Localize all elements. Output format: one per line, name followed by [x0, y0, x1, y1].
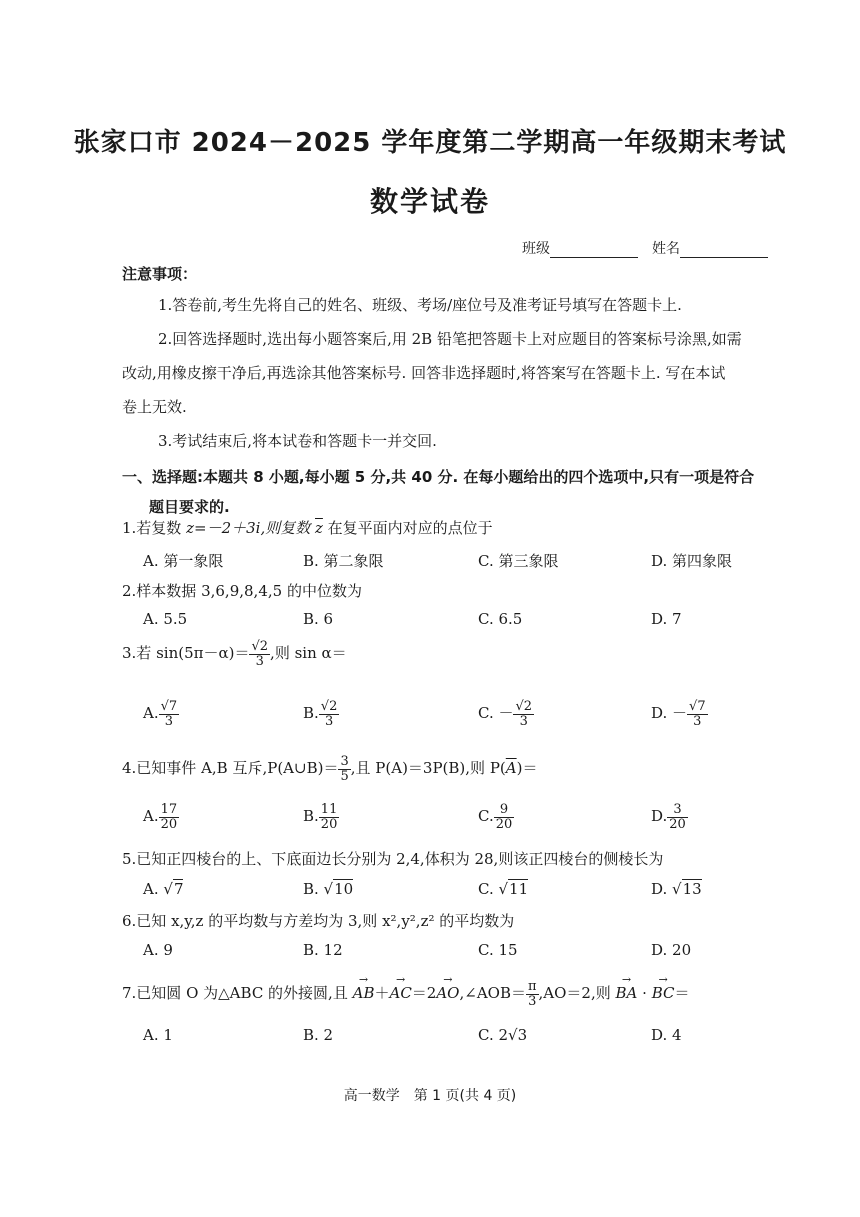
option-d[interactable]: D. √13 — [651, 880, 702, 898]
exam-subtitle: 数学试卷 — [369, 185, 490, 218]
q7-stem: ,∠AOB＝ — [459, 984, 526, 1003]
vector-ao: → AO — [436, 984, 459, 1002]
notice-item: 3.考试结束后,将本试卷和答题卡一并交回. — [158, 432, 437, 450]
option-a[interactable]: A. 1 — [143, 1026, 173, 1044]
q1-conjugate: $\overline{z}$ — [315, 519, 323, 537]
option-b[interactable]: B. $\frac{√2}{3}$ — [303, 699, 338, 729]
vector-ba: → BA — [616, 984, 638, 1002]
question-4 — [122, 755, 792, 783]
section-heading — [122, 462, 787, 522]
name-label: 姓名 — [652, 241, 680, 257]
vector-ab: → AB — [353, 984, 375, 1002]
option-a[interactable]: A. 第一象限 — [143, 552, 224, 570]
q1-stem: 在复平面内对应的点位于 — [322, 519, 493, 537]
page-footer: 高一数学 第 1 页(共 4 页) — [343, 1088, 517, 1104]
exam-title: 张家口市 2024－2025 学年度第二学期高一年级期末考试 — [73, 128, 787, 158]
notice-list — [122, 288, 787, 458]
option-b[interactable]: B. $\frac{11}{20}$ — [303, 802, 338, 832]
option-b[interactable]: B. 6 — [303, 610, 334, 628]
notice-item-cont: 改动,用橡皮擦干净后,再选涂其他答案标号. 回答非选择题时,将答案写在答题卡上. 写在本试 — [122, 364, 726, 382]
option-c[interactable]: C. － $\frac{√2}{3}$ — [478, 699, 533, 729]
option-d[interactable]: D. 7 — [651, 610, 682, 628]
q7-stem: 7.已知圆 O 为△ABC 的外接圆,且 — [122, 984, 353, 1003]
option-c[interactable]: C. $\frac{9}{20}$ — [478, 802, 513, 832]
class-label: 班级 — [522, 241, 550, 257]
question-6: 6.已知 x,y,z 的平均数与方差均为 3,则 x²,y²,z² 的平均数为 — [122, 912, 515, 930]
name-blank — [680, 243, 768, 258]
option-b[interactable]: B. 12 — [303, 941, 343, 959]
option-c[interactable]: C. √11 — [478, 880, 529, 898]
option-c[interactable]: C. 15 — [478, 941, 518, 959]
fraction: $\frac{3}{5}$ — [340, 754, 349, 784]
question-1 — [122, 517, 792, 538]
option-b[interactable]: B. 第二象限 — [303, 552, 384, 570]
q4-stem: 4.已知事件 A,B 互斥,P(A∪B)＝ — [122, 759, 339, 778]
notice-item: 2.回答选择题时,选出每小题答案后,用 2B 铅笔把答题卡上对应题目的答案标号涂黑,如需 — [158, 330, 742, 348]
option-a[interactable]: A. 9 — [143, 941, 173, 959]
question-3 — [122, 640, 792, 668]
class-blank — [550, 243, 638, 258]
question-2: 2.样本数据 3,6,9,8,4,5 的中位数为 — [122, 582, 362, 600]
fraction: $\frac{√2}{3}$ — [251, 639, 269, 669]
q1-stem: 1.若复数 — [122, 519, 187, 537]
notice-item-cont: 卷上无效. — [122, 398, 187, 416]
section-line: 题目要求的. — [149, 498, 230, 516]
q1-stem: z=－2＋3i,则复数 — [186, 519, 315, 537]
vector-ac: → AC — [389, 984, 411, 1002]
option-a[interactable]: A. $\frac{17}{20}$ — [143, 802, 178, 832]
option-c[interactable]: C. 2√3 — [478, 1026, 528, 1044]
option-d[interactable]: D. － $\frac{√7}{3}$ — [651, 699, 706, 729]
option-d[interactable]: D. 4 — [651, 1026, 682, 1044]
class-field — [522, 238, 638, 258]
q4-stem: ,且 P(A)＝3P(B),则 P( — [350, 759, 506, 778]
section-line: 一、选择题:本题共 8 小题,每小题 5 分,共 40 分. 在每小题给出的四个选项中,只有一项是符合 — [122, 468, 755, 486]
option-d[interactable]: D. 20 — [651, 941, 692, 959]
option-b[interactable]: B. 2 — [303, 1026, 334, 1044]
q4-complement: $\overline{A}$ — [505, 759, 517, 778]
name-field — [652, 238, 768, 258]
question-7: 7.已知圆 O 为△ABC 的外接圆,且 → AB＋→ AC＝2→ AO,∠AOB＝ $\frac{\pi}{3}$ ,AO＝2,则 → BA · → BC＝ — [122, 980, 792, 1008]
option-a[interactable]: A. $\frac{√7}{3}$ — [143, 699, 178, 729]
option-c[interactable]: C. 第三象限 — [478, 552, 559, 570]
q3-stem: 3.若 sin(5π－α)＝ — [122, 644, 250, 663]
q4-stem: )＝ — [516, 759, 538, 778]
q3-stem: ,则 sin α＝ — [270, 644, 347, 663]
notice-item: 1.答卷前,考生先将自己的姓名、班级、考场/座位号及准考证号填写在答题卡上. — [158, 296, 682, 314]
option-a[interactable]: A. 5.5 — [143, 610, 188, 628]
vector-bc: → BC — [652, 984, 675, 1002]
option-d[interactable]: D. 第四象限 — [651, 552, 733, 570]
option-d[interactable]: D. $\frac{3}{20}$ — [651, 802, 686, 832]
fraction: $\frac{\pi}{3}$ — [527, 979, 537, 1009]
option-a[interactable]: A. √7 — [143, 880, 184, 898]
option-b[interactable]: B. √10 — [303, 880, 354, 898]
question-5: 5.已知正四棱台的上、下底面边长分别为 2,4,体积为 28,则该正四棱台的侧棱长为 — [122, 850, 664, 868]
q7-stem: ,AO＝2,则 — [538, 984, 616, 1003]
option-c[interactable]: C. 6.5 — [478, 610, 523, 628]
notice-heading: 注意事项： — [122, 265, 198, 283]
